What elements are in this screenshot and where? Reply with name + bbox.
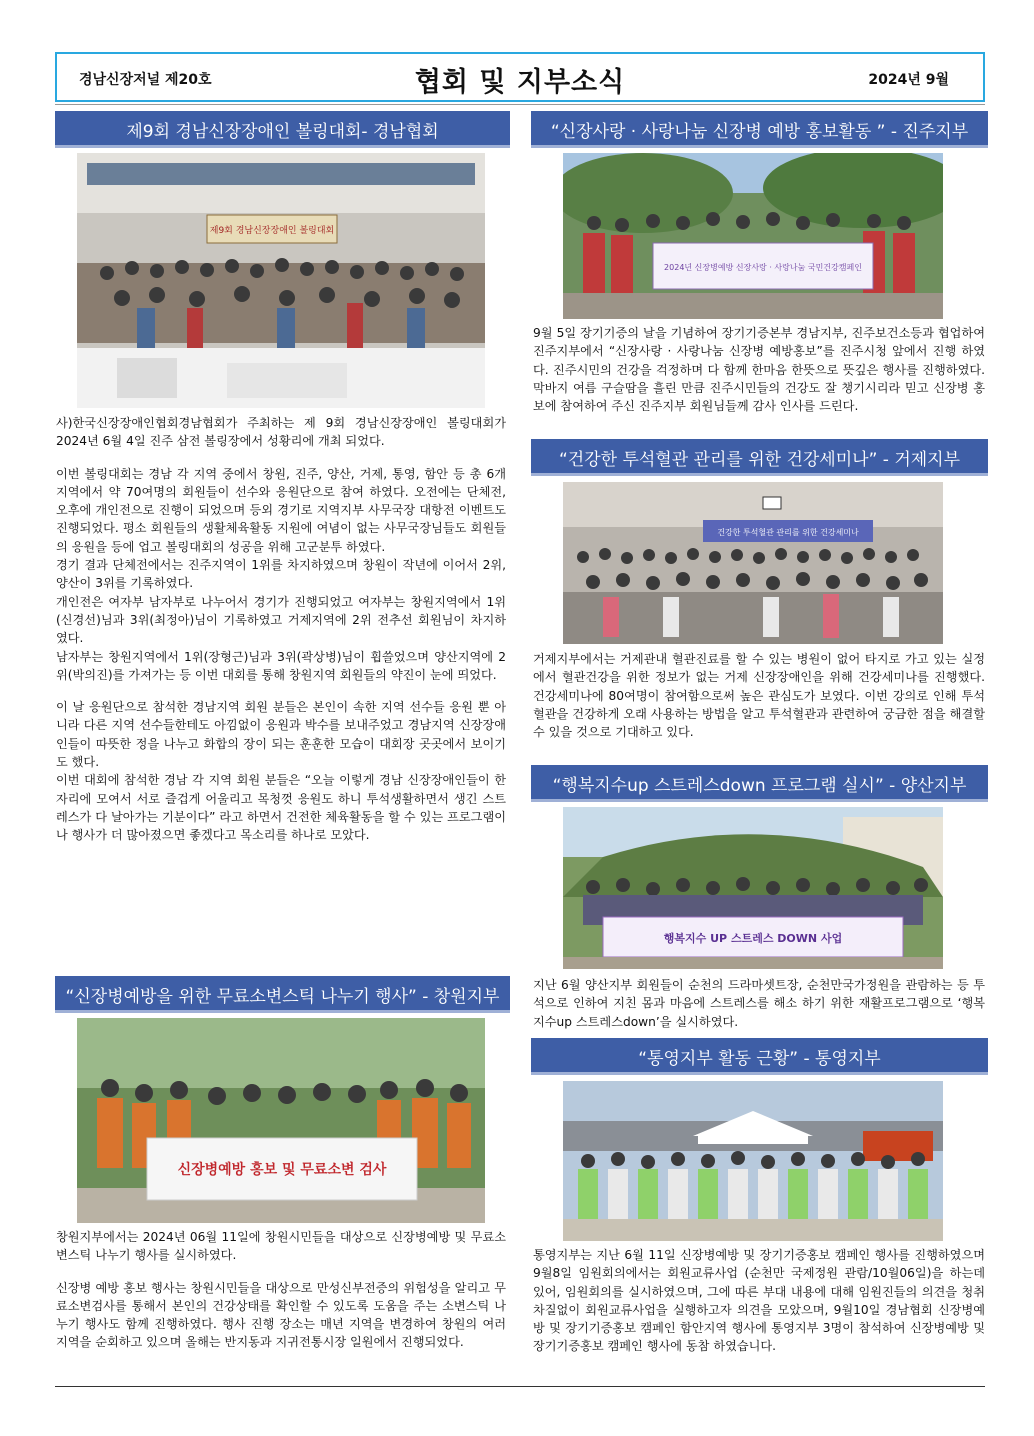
- bowling-photo: [77, 153, 485, 408]
- bowling-paragraph: 이번 볼링대회는 경남 각 지역 중에서 창원, 진주, 양산, 거제, 통영, 함안 등 총 6개 지역에서 약 70여명의 회원들이 선수와 응원단으로 참여 하였다. 오전에는 단체전, 오후에 개인전으로 진행이 되었으며 등외 경기로 지역지부 사무국장 대항전 이벤트도 진행되었다. 평소 회원들의 생활체육활동 지원에 여념이 없는 사무국장님들도 회원들의 응원을 등에 업고 볼링대회의 성공을 위해 고군분투 하였다.: [56, 466, 506, 554]
- section-title-bowling: 제9회 경남신장장애인 볼링대회- 경남협회: [55, 111, 510, 148]
- page-title: 협회 및 지부소식: [414, 67, 626, 98]
- header-divider: [55, 104, 985, 105]
- changwon-photo: [77, 1018, 485, 1223]
- yangsan-paragraph: 지난 6월 양산지부 회원들이 순천의 드라마셋트장, 순천만국가정원을 관람하는 등 투석으로 인하여 지친 몸과 마음에 스트레스를 해소 하기 위한 재활프로그램으로 ‘행복지수up 스트레스down’을 실시하였다.: [533, 978, 985, 1029]
- yangsan-banner-text: 행복지수 UP 스트레스 DOWN 사업: [663, 932, 843, 945]
- yangsan-photo: [563, 807, 943, 969]
- yangsan-article: [533, 976, 985, 1031]
- geoje-paragraph: 거제지부에서는 거제관내 혈관진료를 할 수 있는 병원이 없어 타지로 가고 있는 실정에서 혈관건강을 위한 정보가 없는 거제 신장장애인을 위해 건강세미나를 진행했다. 건강세미나에 80여명이 참여함으로써 높은 관심도가 보였다. 이번 강의로 인해 투석혈관을 건강하게 오래 사용하는 방법을 알고 투석혈관과 관련하여 궁금한 점을 해결할 수 있을 것으로 기대하고 있다.: [533, 652, 985, 740]
- tongyeong-photo: [563, 1081, 943, 1241]
- geoje-article: [533, 650, 985, 741]
- bowling-paragraph: 개인전은 여자부 남자부로 나누어서 경기가 진행되었고 여자부는 창원지역에서 1위(신경선)님과 3위(최정아)님이 기록하였고 거제지역에 2위 전추선 회원님이 차지하였다.: [56, 594, 506, 646]
- changwon-paragraph: 신장병 예방 홍보 행사는 창원시민들을 대상으로 만성신부전증의 위험성을 알리고 무료소변검사를 통해서 본인의 건강상태를 확인할 수 있도록 도움을 주는 소변스틱 나누기 행사도 함께 진행하였다. 행사 진행 장소는 매년 지역을 변경하여 창원의 여러 지역을 순회하고 있으며 올해는 반지동과 지귀전통시장 일원에서 진행되었다.: [56, 1280, 506, 1350]
- geoje-photo: [563, 482, 943, 644]
- bowling-paragraph: 이번 대회에 참석한 경남 각 지역 회원 분들은 “오늘 이렇게 경남 신장장애인들이 한 자리에 모여서 서로 즐겁게 어울리고 목청껏 응원도 하니 투석생활하면서 생긴 스트레스가 다 날아가는 기분이다” 라고 하면서 건전한 체육활동을 할 수 있는 프로그램이나 행사가 더 많아졌으면 좋겠다고 목소리를 하나로 모았다.: [56, 773, 506, 843]
- section-title-changwon: “신장병예방을 위한 무료소변스틱 나누기 행사” - 창원지부: [55, 976, 510, 1013]
- tongyeong-paragraph: 통영지부는 지난 6월 11일 신장병예방 및 장기기증홍보 캠페인 행사를 진행하였으며 9월8일 임원회의에서는 회원교류사업 (순천만 국제정원 관람/10월06일)을 하는데 있어, 임원회의를 실시하였으며, 그에 따른 부대 내용에 대해 임원진들의 의견을 청취 차질없이 회원교류사업을 실행하고자 의견을 모았으며, 9월10일 경남협회 신장병예방 및 장기기증홍보 캠페인 함안지역 행사에 통영지부 3명이 참석하여 신장병예방 및 장기기증홍보 캠페인 행사에 동참 하였습니다.: [533, 1248, 985, 1354]
- section-title-yangsan: “행복지수up 스트레스down 프로그램 실시” - 양산지부: [531, 765, 988, 802]
- changwon-paragraph: 창원지부에서는 2024년 06월 11일에 창원시민들을 대상으로 신장병예방 및 무료소변스틱 나누기 행사를 실시하였다.: [56, 1230, 506, 1263]
- section-title-jinju: “신장사랑 · 사랑나눔 신장병 예방 홍보활동 ” - 진주지부: [531, 111, 988, 148]
- issue-date: 2024년 9월: [868, 72, 949, 88]
- page-header: [55, 52, 985, 102]
- jinju-paragraph: 9월 5일 장기기증의 날을 기념하여 장기기증본부 경남지부, 진주보건소등과 협업하여 진주지부에서 “신장사랑 · 사랑나눔 신장병 예방홍보”를 진주시청 앞에서 진행 하였다. 진주시민의 건강을 걱정하며 다 함께 한마음 한뜻으로 뜻깊은 행사를 진행하였다. 막바지 여름 구슬땀을 흘린 만큼 진주시민들의 건강도 잘 챙기시리라 믿고 신장병 홍보에 참여하여 주신 진주지부 회원님들께 감사 인사를 드린다.: [533, 326, 985, 414]
- bowling-article: [56, 414, 506, 845]
- bowling-paragraph: 사)한국신장장애인협회경남협회가 주최하는 제 9회 경남신장장애인 볼링대회가 2024년 6월 4일 진주 삼전 볼링장에서 성황리에 개최 되었다.: [56, 416, 506, 449]
- jinju-article: [533, 324, 985, 415]
- jinju-banner-text: 2024년 신장병예방 신장사랑 · 사랑나눔 국민건강캠페인: [664, 263, 862, 272]
- bowling-paragraph: 이 날 응원단으로 참석한 경남지역 회원 분들은 본인이 속한 지역 선수들 응원 뿐 아니라 다른 지역 선수들한테도 아낌없이 응원과 박수를 보내주었고 경남지역 신장장애인들이 따뜻한 정을 나누고 화합의 장이 되는 훈훈한 모습이 대회장 곳곳에서 보이기도 했다.: [56, 700, 506, 770]
- section-title-geoje: “건강한 투석혈관 관리를 위한 건강세미나” - 거제지부: [531, 439, 988, 476]
- bowling-paragraph: 경기 결과 단체전에서는 진주지역이 1위를 차지하였으며 창원이 작년에 이어서 2위, 양산이 3위를 기록하였다.: [56, 558, 506, 591]
- bowling-paragraph: 남자부는 창원지역에서 1위(장형근)님과 3위(곽상병)님이 휩쓸었으며 양산지역에 2위(박의진)를 가져가는 등 이번 대회를 통해 창원지역 회원들의 약진이 눈에 띄었다.: [56, 649, 506, 682]
- geoje-banner-text: 건강한 투석혈관 관리를 위한 건강세미나: [717, 528, 859, 537]
- changwon-banner-text: 신장병예방 홍보 및 무료소변 검사: [177, 1162, 387, 1178]
- tongyeong-article: [533, 1246, 985, 1356]
- journal-issue: 경남신장저널 제20호: [79, 72, 212, 88]
- jinju-photo: [563, 153, 943, 319]
- section-title-tongyeong: “통영지부 활동 근황” - 통영지부: [531, 1038, 988, 1075]
- bowling-banner-text: 제9회 경남신장장애인 볼링대회: [209, 226, 335, 236]
- changwon-article: [56, 1228, 506, 1352]
- footer-divider: [55, 1386, 985, 1387]
